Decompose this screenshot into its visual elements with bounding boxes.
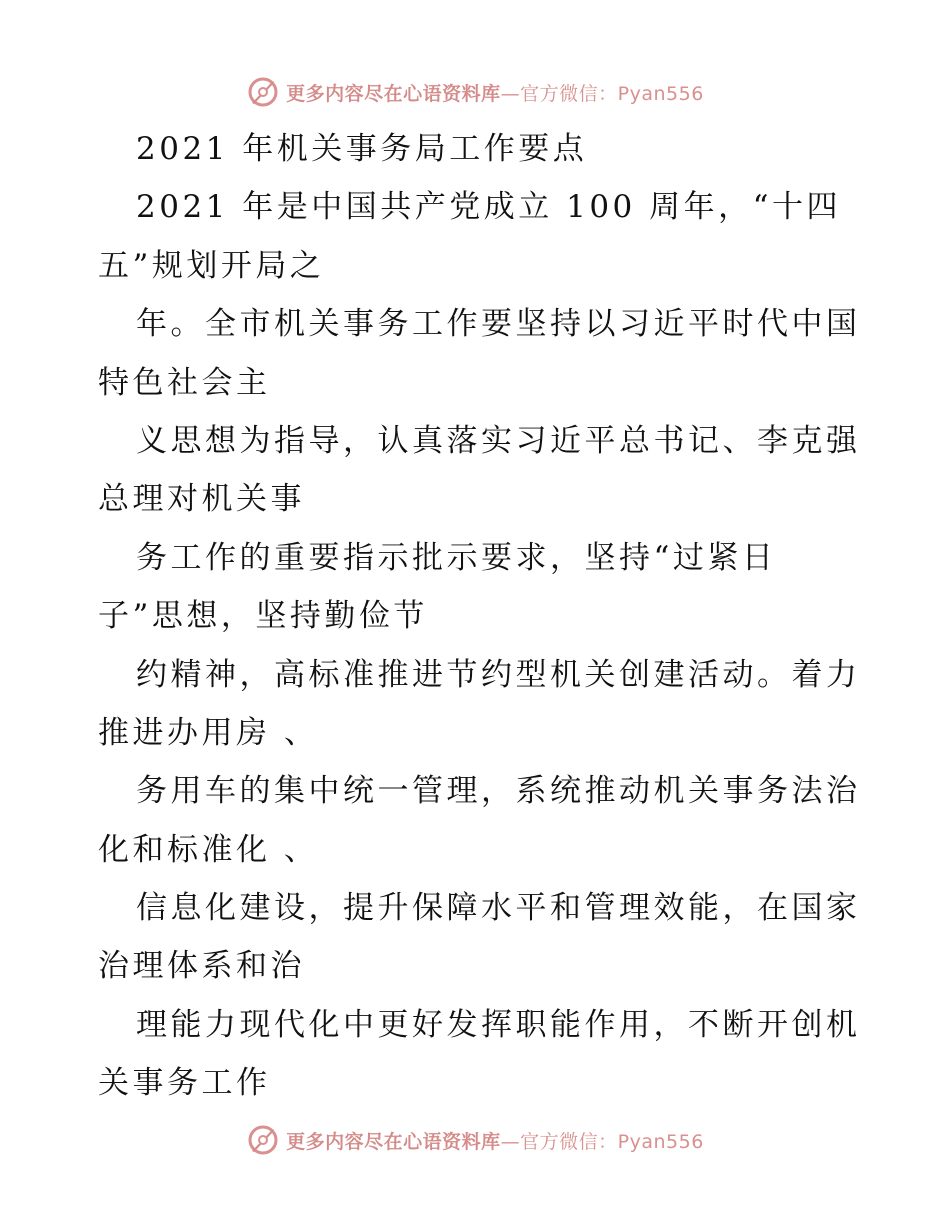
watermark-text <box>286 79 704 106</box>
paragraph-line: 关事务工作 <box>98 1065 271 1102</box>
paragraph-line: 特色社会主 <box>98 364 271 401</box>
watermark-footer <box>0 1120 950 1160</box>
paragraph-line: 义思想为指导，认真落实习近平总书记、李克强 <box>136 422 861 459</box>
paragraph-line: 子”思想，坚持勤俭节 <box>98 598 428 635</box>
document-body <box>98 120 861 1113</box>
paragraph-line: 务工作的重要指示批示要求，坚持“过紧日 <box>136 539 777 576</box>
paragraph-line: 信息化建设，提升保障水平和管理效能，在国家 <box>136 890 861 927</box>
paragraph-line: 务用车的集中统一管理，系统推动机关事务法治 <box>136 773 861 810</box>
paragraph-line: 总理对机关事 <box>98 481 305 518</box>
watermark-text <box>286 1127 704 1154</box>
paragraph-line: 2021 年是中国共产党成立 100 周年，“十四 <box>136 189 841 226</box>
watermark-contact: 官方微信：Pyan556 <box>520 1130 704 1153</box>
watermark-brand: 更多内容尽在心语资料库 <box>286 1130 501 1153</box>
watermark-separator: — <box>500 82 521 105</box>
quill-logo-icon <box>246 75 280 109</box>
paragraph-line: 治理体系和治 <box>98 948 305 985</box>
document-title: 2021 年机关事务局工作要点 <box>136 131 588 167</box>
watermark-brand: 更多内容尽在心语资料库 <box>286 82 501 105</box>
paragraph-line: 五”规划开局之 <box>98 247 325 284</box>
paragraph-line: 年。全市机关事务工作要坚持以习近平时代中国 <box>136 306 861 343</box>
paragraph-line: 理能力现代化中更好发挥职能作用，不断开创机 <box>136 1006 861 1043</box>
quill-logo-icon <box>246 1123 280 1157</box>
paragraph-line: 化和标准化 、 <box>98 831 319 868</box>
paragraph-line: 推进办用房 、 <box>98 714 319 751</box>
watermark-contact: 官方微信：Pyan556 <box>520 82 704 105</box>
paragraph-line: 约精神，高标准推进节约型机关创建活动。着力 <box>136 656 861 693</box>
watermark-separator: — <box>500 1130 521 1153</box>
watermark-header <box>0 72 950 112</box>
